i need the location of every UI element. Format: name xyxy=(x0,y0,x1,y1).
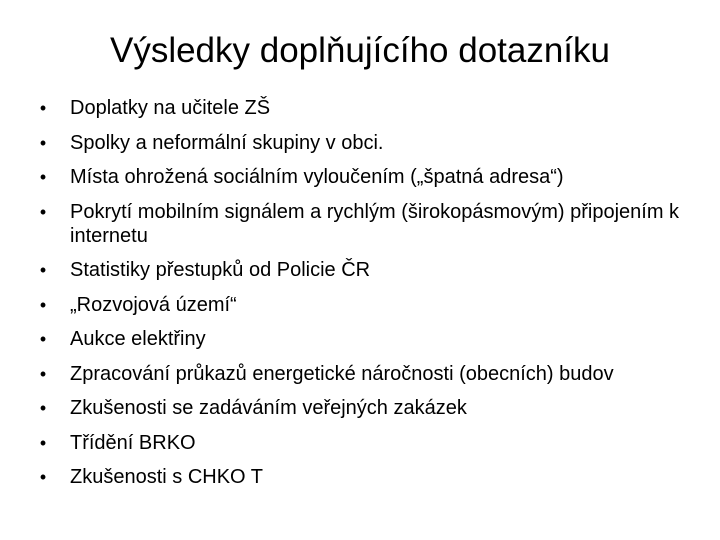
bullet-dot-icon: • xyxy=(39,132,47,153)
bullet-item xyxy=(36,96,696,120)
bullet-dot-icon: • xyxy=(39,294,47,315)
bullet-text: Spolky a neformální skupiny v obci. xyxy=(70,131,384,154)
bullet-text: Doplatky na učitele ZŠ xyxy=(70,97,271,119)
bullet-dot-icon: • xyxy=(39,260,47,280)
bullet-item xyxy=(36,396,696,420)
bullet-item xyxy=(36,200,696,248)
bullet-text: Aukce elektřiny xyxy=(70,328,206,350)
bullet-item xyxy=(36,362,696,386)
bullet-text: Místa ohrožená sociálním vyloučením („špatná adresa“) xyxy=(70,166,564,188)
bullet-dot-icon: • xyxy=(39,467,47,487)
bullet-text: „Rozvojová území“ xyxy=(70,293,237,316)
bullet-item xyxy=(36,431,696,455)
bullet-dot-icon: • xyxy=(39,167,47,187)
bullet-text: Třídění BRKO xyxy=(70,431,196,454)
bullet-dot-icon: • xyxy=(39,201,47,222)
bullet-item xyxy=(36,293,696,317)
bullet-list xyxy=(36,96,696,500)
bullet-item xyxy=(36,327,696,351)
slide-title: Výsledky doplňujícího dotazníku xyxy=(109,31,611,70)
bullet-dot-icon: • xyxy=(39,98,47,118)
bullet-dot-icon: • xyxy=(39,432,47,453)
bullet-item xyxy=(36,165,696,189)
bullet-text: Pokrytí mobilním signálem a rychlým (širokopásmovým) připojením k internetu xyxy=(70,200,680,247)
bullet-dot-icon: • xyxy=(39,398,47,418)
bullet-text: Zpracování průkazů energetické náročnosti (obecních) budov xyxy=(70,362,614,385)
bullet-text: Statistiky přestupků od Policie ČR xyxy=(70,259,371,281)
bullet-dot-icon: • xyxy=(39,363,47,384)
bullet-text: Zkušenosti s CHKO T xyxy=(70,466,264,488)
bullet-item xyxy=(36,131,696,155)
bullet-item xyxy=(36,258,696,282)
bullet-text: Zkušenosti se zadáváním veřejných zakázek xyxy=(70,397,467,419)
bullet-dot-icon: • xyxy=(39,329,47,349)
bullet-item xyxy=(36,465,696,489)
